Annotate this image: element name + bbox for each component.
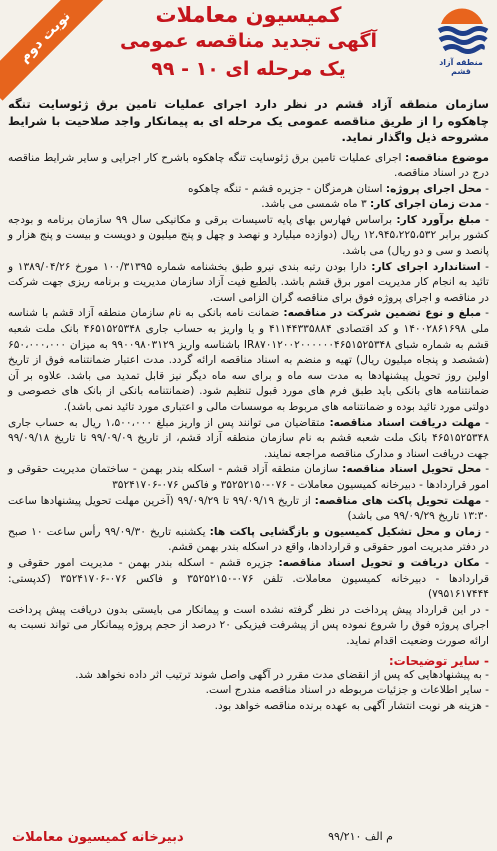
section-location: - محل اجرای پروژه: استان هرمزگان - جزیره قشم - تنگه چاهکوه — [187, 182, 489, 195]
section-document-deadline: - مهلت دریافت اسناد مناقصه: متقاضیان می توانند پس از واریز مبلغ ۱،۵۰۰،۰۰۰ ریال به حساب جاری ۴۶۵۱۵۲۵۳۴۸ بانک ملت شعبه قشم به نام سازمان منطقه آزاد قشم، از تاریخ ۹۹/۰۹/۰۹ تا تاریخ ۹۹/۰۹/۱۸ جهت دریافت اسناد و مدارک مناقصه مراجعه نمایند. — [8, 416, 489, 460]
section-label: استاندارد اجرای کار: — [371, 260, 481, 273]
section-label: محل اجرای پروژه: — [385, 182, 482, 195]
section-opening: - زمان و محل تشکیل کمیسیون و بازگشایی پاکت ها: یکشنبه تاریخ ۹۹/۰۹/۳۰ رأس ساعت ۱۰ صبح در دفتر مدیریت امور حقوقی و قراردادها، واقع در اسکله بندر بهمن قشم. — [8, 525, 490, 554]
tender-stage-number: یک مرحله ای ۱۰ - ۹۹ — [151, 58, 346, 80]
section-text: ضمانت نامه بانکی به نام سازمان منطقه آزاد قشم با شناسه ملی ۱۴۰۰۲۸۶۱۶۹۸ و کد اقتصادی ۴۱۱۴۴۳۳۵۸۸۴ و یا واریز به حساب جاری ۴۶۵۱۵۲۵۳۴۸ بانک ملت شعبه قشم به شماره شبای IR۸۷۰۱۲۰۰۲۰۰۰۰۰۰۴۶۵۱۵۲۵۳۴۸ باشناسه واریز ۹۹۰۰۹۸۰۳۱۲۹ به میزان ۶۵۰،۰۰۰،۰۰۰ (ششصد و پنجاه میلیون ریال) تهیه و منضم به اسناد مناقصه ارائه گردد. مدت اعتبار ضمانتنامه فوق از تاریخ اولین روز تحویل پیشنهادها به مدت سه ماه و برای سه ماه دیگر نیز قابل تمدید می باشد. علاوه بر آن ضمانتنامه های بانکی باید طبق فرم های مورد قبول تنظیم شود. (ضمانتنامه بانکی از بانک های خصوصی و دولتی مورد تائید بوده و ضمانتنامه های مربوط به موسسات مالی و اعتباری مورد تائید نمی باشد). — [8, 307, 490, 413]
ad-body — [0, 96, 497, 714]
section-text: در این قرارداد پیش پرداخت در نظر گرفته نشده است و پیمانکار می بایستی بدون دریافت پیش پرداخت اجرای پروژه فوق را شروع نموده پس از پیشرفت فیزیکی ۲۰ درصد از حجم پروژه پیمانکار می تواند نسبت به ارائه صورت وضعیت اقدام نماید. — [8, 603, 489, 647]
section-guarantee: - مبلغ و نوع تضمین شرکت در مناقصه: ضمانت نامه بانکی به نام سازمان منطقه آزاد قشم با شناسه ملی ۱۴۰۰۲۸۶۱۶۹۸ و کد اقتصادی ۴۱۱۴۴۳۳۵۸۸۴ و یا واریز به حساب جاری ۴۶۵۱۵۲۵۳۴۸ بانک ملت شعبه قشم به شماره شبای IR۸۷۰۱۲۰۰۲۰۰۰۰۰۰۴۶۵۱۵۲۵۳۴۸ باشناسه واریز ۹۹۰۰۹۸۰۳۱۲۹ به میزان ۶۵۰،۰۰۰،۰۰۰ (ششصد و پنجاه میلیون ریال) تهیه و منضم به اسناد مناقصه ارائه گردد. مدت اعتبار ضمانتنامه فوق از تاریخ اولین روز تحویل پیشنهادها به مدت سه ماه و برای سه ماه دیگر نیز قابل تمدید می باشد. علاوه بر آن ضمانتنامه های بانکی باید طبق فرم های مورد قبول تنظیم شود. (ضمانتنامه بانکی از بانک های خصوصی و دولتی مورد تائید بوده و ضمانتنامه های مربوط به موسسات مالی و اعتباری مورد تائید نمی باشد). — [8, 307, 490, 413]
commission-title: کمیسیون معاملات — [155, 3, 342, 27]
section-delivery-place: - محل تحویل اسناد مناقصه: سازمان منطقه آزاد قشم - اسکله بندر بهمن - ساختمان مدیریت حقوقی و امور قراردادها - دبیرخانه کمیسیون معاملات - ۰۷۶-۳۵۲۵۲۱۵۰ و فاکس ۰۷۶-۳۵۲۴۱۷۰۶ — [8, 463, 490, 491]
section-label: مهلت تحویل پاکت های مناقصه: — [314, 494, 482, 507]
section-label: مدت زمان اجرای کار: — [370, 198, 482, 211]
section-prepayment: - در این قرارداد پیش پرداخت در نظر گرفته نشده است و پیمانکار می بایستی بدون دریافت پیش پرداخت اجرای پروژه فوق را شروع نموده پس از پیشرفت فیزیکی ۲۰ درصد از حجم پروژه پیمانکار می تواند نسبت به ارائه صورت وضعیت اقدام نماید. — [8, 603, 489, 647]
section-text: متقاضیان می توانند پس از واریز مبلغ ۱،۵۰۰،۰۰۰ ریال به حساب جاری ۴۶۵۱۵۲۵۳۴۸ بانک ملت شعبه قشم به نام سازمان منطقه آزاد قشم، از تاریخ ۹۹/۰۹/۰۹ تا تاریخ ۹۹/۰۹/۱۸ جهت دریافت اسناد و مدارک مناقصه مراجعه نمایند. — [8, 416, 489, 460]
section-text: سازمان منطقه آزاد قشم - اسکله بندر بهمن - ساختمان مدیریت حقوقی و امور قراردادها - دبیرخانه کمیسیون معاملات - ۰۷۶-۳۵۲۵۲۱۵۰ و فاکس ۰۷۶-۳۵۲۴۱۷۰۶ — [8, 463, 489, 491]
reference-number: م الف ۹۹/۲۱۰ — [328, 830, 393, 843]
issuer-signature: دبیرخانه کمیسیون معاملات — [12, 830, 184, 845]
section-text: ۳ ماه شمسی می باشد. — [261, 198, 367, 211]
section-label: موضوع مناقصه: — [404, 151, 489, 164]
section-label: زمان و محل تشکیل کمیسیون و بازگشایی پاکت ها: — [209, 525, 482, 538]
section-estimate: - مبلغ برآورد کار: براساس فهارس بهای پایه تاسیسات برقی و مکانیکی سال ۹۹ سازمان برنامه و بودجه کشور برابر ۱۲،۹۴۵،۲۲۵،۵۳۲ ریال (دوازده میلیارد و نهصد و چهل و پنج میلیون و دویست و بیست و پنج هزار و پانصد و سی و دو ریال) می باشد. — [8, 213, 489, 258]
section-label: مبلغ و نوع تضمین شرکت در مناقصه: — [283, 307, 482, 320]
second-notice-ribbon: نوبت دوم — [0, 0, 109, 101]
section-envelope-deadline: - مهلت تحویل پاکت های مناقصه: از تاریخ ۹۹/۰۹/۱۹ تا ۹۹/۰۹/۲۹ (آخرین مهلت تحویل پیشنهادها ساعت ۱۳:۳۰ تاریخ ۹۹/۰۹/۲۹ می باشد) — [8, 494, 489, 523]
intro-paragraph: سازمان منطقه آزاد قشم در نظر دارد اجرای عملیات تامین برق ژئوسایت تنگه چاهکوه را از طریق مناقصه عمومی یک مرحله ای به پیمانکار واجد صلاحیت با شرایط مشروحه ذیل واگذار نماید. — [8, 97, 489, 144]
wave-emblem-icon — [433, 4, 491, 62]
section-label: مهلت دریافت اسناد مناقصه: — [329, 416, 481, 429]
section-text: جزیره قشم - اسکله بندر بهمن - مدیریت امور حقوقی و قراردادها - دبیرخانه کمیسیون معاملات. تلفن ۰۷۶-۳۵۲۵۲۱۵۰ و فاکس ۰۷۶-۳۵۲۴۱۷۰۶ (کدپستی: ۷۹۵۱۶۱۷۴۴۴) — [8, 556, 490, 601]
note-item: - سایر اطلاعات و جزئیات مربوطه در اسناد مناقصه مندرج است. — [205, 684, 489, 697]
note-item: - به پیشنهادهایی که پس از انقضای مدت مقرر در آگهی واصل شوند ترتیب اثر داده نخواهد شد. — [75, 668, 489, 681]
section-label: مبلغ برآورد کار: — [396, 213, 481, 226]
tender-title: آگهی تجدید مناقصه عمومی — [119, 30, 378, 52]
section-text: براساس فهارس بهای پایه تاسیسات برقی و مکانیکی سال ۹۹ سازمان برنامه و بودجه کشور برابر ۱۲،۹۴۵،۲۲۵،۵۳۲ ریال (دوازده میلیارد و نهصد و چهل و پنج میلیون و دویست و بیست و پنج هزار و پانصد و سی و دو ریال) می باشد. — [8, 213, 489, 258]
logo-caption: منطقه آزاد قشم — [439, 58, 483, 76]
section-subject — [8, 151, 489, 182]
section-text: یکشنبه تاریخ ۹۹/۰۹/۳۰ رأس ساعت ۱۰ صبح در دفتر مدیریت امور حقوقی و قراردادها، واقع در اسکله بندر بهمن قشم. — [8, 525, 489, 554]
section-text: استان هرمزگان - جزیره قشم - تنگه چاهکوه — [187, 182, 383, 195]
section-duration: - مدت زمان اجرای کار: ۳ ماه شمسی می باشد. — [261, 198, 489, 211]
section-text: از تاریخ ۹۹/۰۹/۱۹ تا ۹۹/۰۹/۲۹ (آخرین مهلت تحویل پیشنهادها ساعت ۱۳:۳۰ تاریخ ۹۹/۰۹/۲۹ می باشد) — [8, 494, 489, 523]
section-text: اجرای عملیات تامین برق ژئوسایت تنگه چاهکوه باشرح کار اجرایی و سایر شرایط مناقصه درج در اسناد مناقصه. — [8, 151, 489, 180]
footer — [0, 819, 497, 845]
section-text: دارا بودن رتبه بندی نیرو طبق بخشنامه شماره ۱۰۰/۳۱۳۹۵ مورخ ۱۳۸۹/۰۴/۲۶ و تائید به انجام کار مدیریت امور برق قشم باشد. بالطبع فیت آزاد سازمان مدیریت و برنامه ریزی جهت شرکت در مناقصه و اجرای پروژه فوق برای مناقصه گران الزامی است. — [8, 260, 489, 304]
section-label: محل تحویل اسناد مناقصه: — [342, 463, 482, 476]
note-item: - هزینه هر نوبت انتشار آگهی به عهده برنده مناقصه خواهد بود. — [214, 699, 489, 712]
title-block — [70, 2, 427, 83]
section-label: مکان دریافت و تحویل اسناد مناقصه: — [278, 556, 480, 569]
header — [0, 0, 497, 92]
section-receive-place: - مکان دریافت و تحویل اسناد مناقصه: جزیره قشم - اسکله بندر بهمن - مدیریت امور حقوقی و قراردادها - دبیرخانه کمیسیون معاملات. تلفن ۰۷۶-۳۵۲۵۲۱۵۰ و فاکس ۰۷۶-۳۵۲۴۱۷۰۶ (کدپستی: ۷۹۵۱۶۱۷۴۴۴) — [8, 556, 490, 601]
section-standard: - استاندارد اجرای کار: دارا بودن رتبه بندی نیرو طبق بخشنامه شماره ۱۰۰/۳۱۳۹۵ مورخ ۱۳۸۹/۰۴/۲۶ و تائید به انجام کار مدیریت امور برق قشم باشد. بالطبع فیت آزاد سازمان مدیریت و برنامه ریزی جهت شرکت در مناقصه و اجرای پروژه فوق برای مناقصه گران الزامی است. — [8, 260, 490, 304]
notes-heading: - سایر توضیحات: — [388, 653, 489, 668]
